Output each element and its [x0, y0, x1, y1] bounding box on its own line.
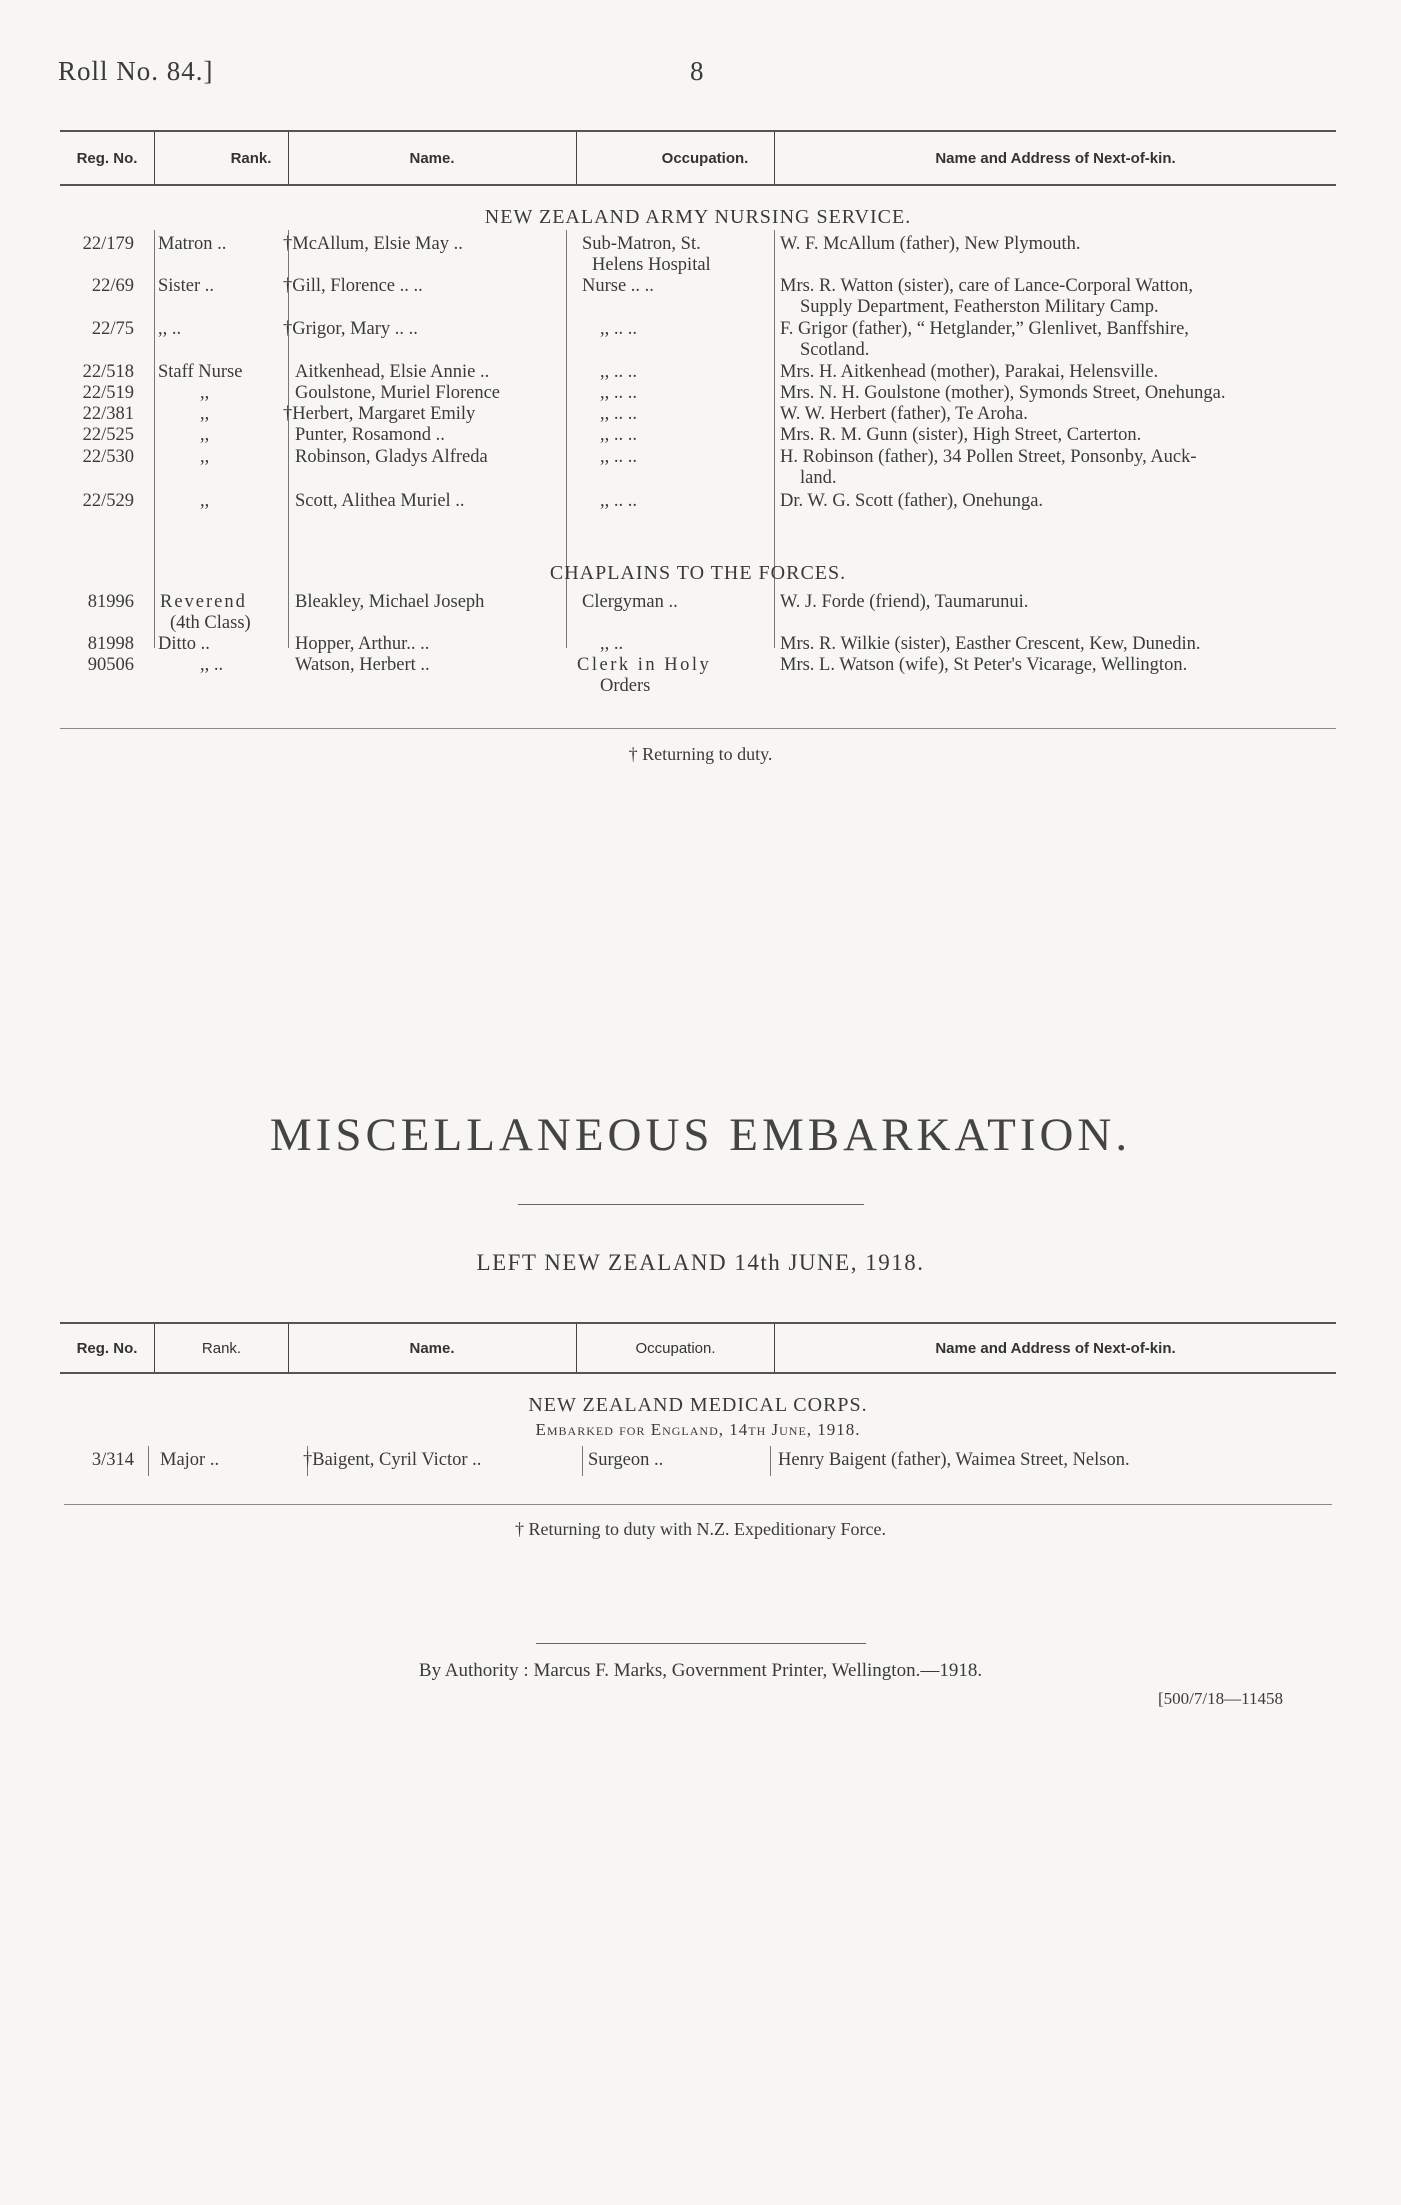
rank: ,,: [200, 491, 210, 511]
col-rank: Rank.: [201, 1339, 242, 1357]
col-next-of-kin: Name and Address of Next-of-kin.: [935, 1339, 1176, 1357]
footnote-returning: † Returning to duty.: [628, 744, 773, 764]
rank: Matron ..: [158, 234, 227, 254]
occupation: Orders: [600, 676, 651, 696]
title-rule: [518, 1204, 864, 1205]
reg-no: 22/519: [82, 383, 134, 403]
occupation: ,, .. ..: [600, 447, 637, 467]
section-title-nursing: NEW ZEALAND ARMY NURSING SERVICE.: [484, 206, 912, 228]
next-of-kin: Dr. W. G. Scott (father), Onehunga.: [780, 491, 1044, 511]
occupation: Clergyman ..: [582, 592, 678, 612]
name: Punter, Rosamond ..: [295, 425, 445, 445]
next-of-kin: W. W. Herbert (father), Te Aroha.: [780, 404, 1028, 424]
departure-line: LEFT NEW ZEALAND 14th JUNE, 1918.: [476, 1250, 925, 1275]
table-bottom-rule: [64, 1504, 1332, 1505]
name: Aitkenhead, Elsie Annie ..: [295, 362, 490, 382]
occupation: Sub-Matron, St.: [582, 234, 701, 254]
occupation: ,, .. ..: [600, 425, 637, 445]
next-of-kin: W. J. Forde (friend), Taumarunui.: [780, 592, 1029, 612]
reg-no: 22/69: [91, 276, 134, 296]
next-of-kin: F. Grigor (father), “ Hetglander,” Glenlivet, Banffshire,: [780, 319, 1189, 339]
rank: Ditto ..: [158, 634, 210, 654]
rank: Sister ..: [158, 276, 215, 296]
next-of-kin: H. Robinson (father), 34 Pollen Street, Ponsonby, Auck-: [780, 447, 1197, 467]
rank: Major ..: [160, 1450, 220, 1470]
rank: Staff Nurse: [158, 362, 243, 382]
reg-no: 22/179: [82, 234, 134, 254]
next-of-kin: Scotland.: [800, 340, 870, 360]
col-reg-no: Reg. No.: [76, 1339, 138, 1357]
authority-rule: [536, 1643, 866, 1644]
occupation: ,, .. ..: [600, 319, 637, 339]
name: †Baigent, Cyril Victor ..: [303, 1450, 482, 1470]
occupation: Helens Hospital: [592, 255, 711, 275]
name: Robinson, Gladys Alfreda: [295, 447, 488, 467]
reg-no: 22/381: [82, 404, 134, 424]
reg-no: 90506: [87, 655, 134, 675]
next-of-kin: Mrs. R. Wilkie (sister), Easther Crescent, Kew, Dunedin.: [780, 634, 1201, 654]
reg-no: 22/518: [82, 362, 134, 382]
occupation: ,, .. ..: [600, 362, 637, 382]
table-bottom-rule: [60, 728, 1336, 729]
rank: ,, ..: [158, 319, 182, 339]
next-of-kin: Supply Department, Featherston Military Camp.: [800, 297, 1159, 317]
print-code: [500/7/18—11458: [1158, 1689, 1283, 1708]
occupation: Clerk in Holy: [577, 655, 712, 675]
name: †Herbert, Margaret Emily: [283, 404, 476, 424]
reg-no: 81996: [87, 592, 134, 612]
name: Goulstone, Muriel Florence: [295, 383, 500, 403]
rank: (4th Class): [170, 613, 251, 633]
col-rank: Rank.: [230, 149, 272, 167]
occupation: Surgeon ..: [588, 1450, 664, 1470]
printer-authority: By Authority : Marcus F. Marks, Government Printer, Wellington.—1918.: [418, 1660, 983, 1681]
column-rule: [148, 1446, 149, 1476]
name: Hopper, Arthur.. ..: [295, 634, 430, 654]
footnote-expeditionary: † Returning to duty with N.Z. Expeditionary Force.: [515, 1519, 886, 1539]
name: Watson, Herbert ..: [295, 655, 430, 675]
occupation: ,, .. ..: [600, 404, 637, 424]
next-of-kin: Mrs. N. H. Goulstone (mother), Symonds Street, Onehunga.: [780, 383, 1226, 403]
occupation: ,, ..: [600, 634, 624, 654]
roll-table-2: [60, 1322, 1336, 1522]
page-title: MISCELLANEOUS EMBARKATION.: [269, 1109, 1132, 1161]
column-rule: [154, 230, 155, 648]
section-subtitle-medical: Embarked for England, 14th June, 1918.: [535, 1420, 861, 1439]
col-name: Name.: [409, 1339, 455, 1357]
next-of-kin: Mrs. H. Aitkenhead (mother), Parakai, Helensville.: [780, 362, 1159, 382]
reg-no: 22/530: [82, 447, 134, 467]
col-occupation: Occupation.: [661, 149, 749, 167]
page-number: 8: [690, 56, 704, 86]
rank: ,,: [200, 447, 210, 467]
table-header: [60, 1322, 1336, 1374]
section-title-medical: NEW ZEALAND MEDICAL CORPS.: [528, 1394, 868, 1416]
col-occupation: Occupation.: [635, 1339, 716, 1357]
next-of-kin: W. F. McAllum (father), New Plymouth.: [780, 234, 1081, 254]
next-of-kin: Mrs. L. Watson (wife), St Peter's Vicarage, Wellington.: [780, 655, 1188, 675]
name: Scott, Alithea Muriel ..: [295, 491, 465, 511]
reg-no: 22/525: [82, 425, 134, 445]
rank: ,,: [200, 425, 210, 445]
name: †McAllum, Elsie May ..: [283, 234, 463, 254]
rank: ,,: [200, 404, 210, 424]
section-title-chaplains: CHAPLAINS TO THE FORCES.: [549, 562, 847, 584]
name: Bleakley, Michael Joseph: [295, 592, 485, 612]
col-name: Name.: [409, 149, 455, 167]
roll-number: Roll No. 84.]: [58, 56, 214, 86]
occupation: ,, .. ..: [600, 383, 637, 403]
col-next-of-kin: Name and Address of Next-of-kin.: [935, 149, 1176, 167]
rank: ,, ..: [200, 655, 224, 675]
reg-no: 22/75: [91, 319, 134, 339]
next-of-kin: Henry Baigent (father), Waimea Street, Nelson.: [778, 1450, 1130, 1470]
next-of-kin: Mrs. R. M. Gunn (sister), High Street, Carterton.: [780, 425, 1142, 445]
table-header: [60, 130, 1336, 186]
occupation: Nurse .. ..: [582, 276, 654, 296]
col-reg-no: Reg. No.: [76, 149, 138, 167]
next-of-kin: land.: [800, 468, 837, 488]
roll-table: [60, 130, 1336, 730]
reg-no: 22/529: [82, 491, 134, 511]
rank: ,,: [200, 383, 210, 403]
next-of-kin: Mrs. R. Watton (sister), care of Lance-Corporal Watton,: [780, 276, 1193, 296]
reg-no: 81998: [87, 634, 134, 654]
name: †Gill, Florence .. ..: [283, 276, 423, 296]
reg-no: 3/314: [91, 1450, 134, 1470]
occupation: ,, .. ..: [600, 491, 637, 511]
name: †Grigor, Mary .. ..: [283, 319, 418, 339]
rank: Reverend: [160, 592, 247, 612]
